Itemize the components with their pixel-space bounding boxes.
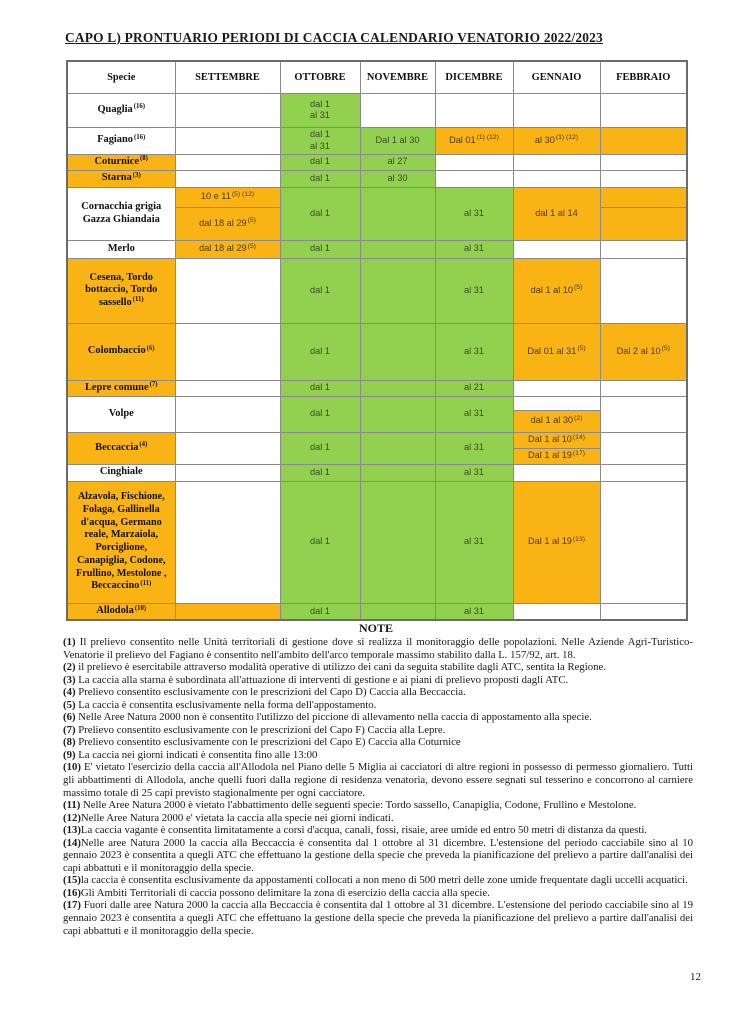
- period-cell: [360, 481, 435, 603]
- period-text: al 21: [464, 382, 484, 393]
- table-row-merlo: [67, 240, 687, 258]
- note-item-14: [63, 837, 693, 875]
- period-text: Dal 2 al 10: [616, 345, 661, 356]
- column-header-novembre: NOVEMBRE: [360, 61, 435, 93]
- species-name: Coturnice: [94, 155, 139, 167]
- species-name: Cinghiale: [99, 466, 143, 478]
- species-name: Volpe: [108, 407, 134, 419]
- table-row-acquatici: [67, 481, 687, 603]
- period-text: al 31: [464, 605, 484, 616]
- note-text: La caccia nei giorni indicati è consentita fino alle 13:00: [78, 748, 318, 761]
- period-cell: [435, 154, 513, 170]
- note-item-12: [63, 812, 693, 825]
- period-cell: [435, 481, 513, 603]
- period-cell: [280, 464, 360, 481]
- period-cell: [360, 93, 435, 127]
- period-cell: [513, 448, 600, 464]
- note-text: La caccia alla starna è subordinata all'attuazione di interventi di gestione e ai piani di prelievo proposti dagli ATC.: [78, 673, 569, 686]
- page-number: 12: [690, 971, 701, 983]
- species-note-ref: (8): [140, 155, 148, 163]
- period-text: dal 1: [310, 172, 330, 183]
- period-cell: [280, 481, 360, 603]
- note-text: la caccia è consentita esclusivamente da appostamenti collocati a non meno di 500 metri delle zone umide frequentate dagli uccelli acquatici.: [80, 874, 688, 887]
- period-cell: [280, 432, 360, 464]
- note-item-2: [63, 661, 693, 674]
- period-text: dal 1: [310, 345, 330, 356]
- note-item-3: [63, 674, 693, 687]
- period-text: dal 1: [310, 382, 330, 393]
- note-item-11: [63, 799, 693, 812]
- note-number: (15): [63, 874, 81, 887]
- note-text: Nelle Aree Natura 2000 è vietato l'abbattimento delle seguenti specie: Tordo sassello, Canapiglia, Codone, Frullino e Mestolone.: [83, 799, 637, 812]
- note-ref: (5) (12): [231, 190, 255, 198]
- period-cell: [600, 380, 687, 396]
- species-cell-cornacchia: [67, 187, 175, 240]
- period-cell: [513, 464, 600, 481]
- period-text: dal 1 al 14: [535, 207, 578, 218]
- species-name: Starna: [101, 172, 132, 184]
- notes-heading: NOTE: [358, 621, 393, 635]
- period-text: al 31: [310, 140, 330, 151]
- period-cell: [600, 127, 687, 154]
- species-cell-coturnice: [67, 154, 175, 170]
- note-item-16: [63, 887, 693, 900]
- species-cell-beccaccia: [67, 432, 175, 464]
- period-text: 10 e 11: [200, 191, 231, 202]
- note-text: E' vietato l'esercizio della caccia all'Allodola nel Piano delle 5 Miglia ai cacciatori di altre regioni in possesso di permesso giornaliero. Tutti gli abbattimenti di Allodola, anche quelli fuori dalla regione di residenza venatoria, devono essere segnati sul tesserino e concorrono al carniere massimo totale di 25 capi previsto stagionalmente per ogni cacciatore.: [63, 761, 693, 799]
- period-cell: [280, 93, 360, 127]
- note-text: Nelle aree Natura 2000 la caccia alla Beccaccia è consentita dal 1 ottobre al 31 dicembre. L'estensione del periodo cacciabile sino al 10 gennaio 2023 è consentita a quegli ATC che effettuano la gestione della specie che preveda la pianificazione del prelievo a partire dall'analisi dei capi abbattuti e il monitoraggio della specie.: [63, 836, 693, 874]
- period-cell: [513, 323, 600, 380]
- period-text: Dal 01 al 31: [527, 345, 577, 356]
- period-text: dal 1: [310, 207, 330, 218]
- period-cell: [435, 380, 513, 396]
- period-cell: [435, 396, 513, 432]
- period-cell: [600, 187, 687, 207]
- species-cell-lepre: [67, 380, 175, 396]
- table-header-row: [67, 61, 687, 93]
- notes-section: [63, 636, 693, 937]
- note-text: Nelle Aree Natura 2000 non è consentito l'utilizzo del piccione di allevamento nella caccia di appostamento alla specie.: [78, 711, 592, 724]
- note-number: (2): [63, 661, 79, 674]
- species-name: Merlo: [107, 242, 135, 254]
- period-text: al 31: [464, 207, 484, 218]
- period-text: dal 1: [310, 243, 330, 254]
- period-text: dal 1: [310, 408, 330, 419]
- period-text: al 31: [464, 536, 484, 547]
- note-number: (6): [63, 711, 79, 724]
- period-cell: [175, 603, 280, 620]
- period-text: dal 18 al 29: [199, 217, 247, 228]
- period-cell: [600, 481, 687, 603]
- period-cell: [513, 380, 600, 396]
- period-cell: [175, 154, 280, 170]
- period-cell: [513, 481, 600, 603]
- period-cell: [435, 240, 513, 258]
- table-row-allodola: [67, 603, 687, 620]
- column-header-febbraio: FEBBRAIO: [600, 61, 687, 93]
- period-cell: [175, 207, 280, 240]
- column-header-gennaio: GENNAIO: [513, 61, 600, 93]
- species-name: Cornacchia grigia Gazza Ghiandaia: [81, 201, 162, 225]
- table-row-beccaccia-1: [67, 432, 687, 448]
- note-ref: (14): [572, 433, 586, 441]
- species-cell-cinghiale: [67, 464, 175, 481]
- period-text: dal 1: [310, 156, 330, 167]
- period-text: al 31: [464, 408, 484, 419]
- period-cell: [513, 127, 600, 154]
- period-cell: [360, 464, 435, 481]
- period-cell: [360, 154, 435, 170]
- hunting-calendar-table: [66, 60, 688, 621]
- note-number: (13): [63, 824, 81, 837]
- period-cell: [435, 187, 513, 240]
- note-ref: (17): [572, 449, 586, 457]
- period-cell: [175, 240, 280, 258]
- column-header-specie: Specie: [67, 61, 175, 93]
- period-cell: [513, 170, 600, 187]
- table-row-coturnice: [67, 154, 687, 170]
- note-number: (16): [63, 886, 81, 899]
- note-text: Il prelievo consentito nelle Unità territoriali di gestione dove si realizza il monitoraggio delle popolazioni. Nelle Aziende Agri-Turistico-Venatorie il prelievo del Fagiano è consentito nell'ambito dell'arco temporale massimo stabilito dalla L. 157/92, art. 18.: [63, 636, 693, 661]
- period-cell: [600, 258, 687, 323]
- note-number: (5): [63, 698, 79, 711]
- period-cell: [513, 603, 600, 620]
- species-name: Lepre comune: [84, 381, 149, 393]
- species-name: Beccaccia: [95, 441, 139, 453]
- period-text: al 31: [310, 110, 330, 120]
- period-cell: [360, 323, 435, 380]
- period-cell: [600, 240, 687, 258]
- period-cell: [175, 170, 280, 187]
- period-text: dal 1: [310, 605, 330, 616]
- period-text: dal 1 al 30: [530, 415, 574, 426]
- period-text: dal 1: [310, 284, 330, 295]
- note-item-10: [63, 761, 693, 799]
- period-cell: [280, 603, 360, 620]
- species-note-ref: (6): [146, 344, 155, 352]
- species-cell-starna: [67, 170, 175, 187]
- species-cell-fagiano: [67, 127, 175, 154]
- period-cell: [435, 170, 513, 187]
- period-cell: [360, 240, 435, 258]
- column-header-settembre: SETTEMBRE: [175, 61, 280, 93]
- note-item-8: [63, 736, 693, 749]
- note-item-1: [63, 636, 693, 661]
- period-cell: [175, 323, 280, 380]
- period-cell: [175, 464, 280, 481]
- period-text: dal 1: [310, 442, 330, 453]
- period-cell: [513, 410, 600, 432]
- note-ref: (5): [247, 217, 256, 225]
- note-number: (1): [63, 636, 80, 648]
- period-cell: [360, 380, 435, 396]
- period-cell: [600, 603, 687, 620]
- species-note-ref: (11): [140, 579, 152, 587]
- period-cell: [175, 380, 280, 396]
- period-text: Dal 1 al 19: [527, 536, 572, 547]
- species-name: Cesena, Tordo bottaccio, Tordo sassello: [85, 271, 158, 308]
- note-number: (10): [63, 761, 85, 774]
- period-cell: [435, 258, 513, 323]
- period-cell: [360, 170, 435, 187]
- period-cell: [435, 127, 513, 154]
- period-cell: [435, 323, 513, 380]
- period-cell: [513, 154, 600, 170]
- note-number: (4): [63, 686, 79, 699]
- period-cell: [600, 323, 687, 380]
- period-cell: [175, 93, 280, 127]
- period-cell: [175, 258, 280, 323]
- note-text: Prelievo consentito esclusivamente con le prescrizioni del Capo F) Caccia alla Lepre.: [78, 723, 446, 736]
- period-cell: [513, 187, 600, 240]
- column-header-ottobre: OTTOBRE: [280, 61, 360, 93]
- period-cell: [175, 481, 280, 603]
- species-cell-quaglia: [67, 93, 175, 127]
- page-title: CAPO L) PRONTUARIO PERIODI DI CACCIA CALENDARIO VENATORIO 2022/2023: [65, 30, 603, 45]
- note-item-7: [63, 724, 693, 737]
- species-note-ref: (16): [133, 133, 146, 141]
- period-cell: [280, 154, 360, 170]
- table-row-quaglia: [67, 93, 687, 127]
- note-text: Prelievo consentito esclusivamente con le prescrizioni del Capo E) Caccia alla Coturnice: [78, 736, 461, 749]
- note-text: La caccia vagante è consentita limitatamente a corsi d'acqua, canali, fossi, risaie, aree umide ed entro 50 metri di distanza da questi.: [80, 824, 647, 837]
- table-row-cornacchia-1: [67, 187, 687, 207]
- period-text: Dal 01: [449, 134, 476, 145]
- period-cell: [435, 603, 513, 620]
- table-row-colombaccio: [67, 323, 687, 380]
- period-text: dal 1 al 10: [530, 284, 574, 295]
- column-header-dicembre: DICEMBRE: [435, 61, 513, 93]
- species-name: Fagiano: [97, 134, 133, 146]
- period-cell: [600, 93, 687, 127]
- note-item-15: [63, 874, 693, 887]
- species-name: Quaglia: [97, 103, 133, 115]
- period-cell: [513, 240, 600, 258]
- species-note-ref: (16): [133, 103, 146, 111]
- table-row-cesena: [67, 258, 687, 323]
- period-text: al 30: [534, 134, 555, 145]
- note-ref: (5): [574, 284, 583, 292]
- period-cell: [280, 396, 360, 432]
- note-ref: (13): [572, 535, 586, 543]
- note-number: (11): [63, 799, 84, 812]
- table-row-lepre: [67, 380, 687, 396]
- table-row-fagiano: [67, 127, 687, 154]
- species-note-ref: (10): [134, 604, 147, 612]
- period-cell: [435, 432, 513, 464]
- period-text: al 31: [464, 243, 484, 254]
- period-text: dal 1: [310, 466, 330, 477]
- period-cell: [513, 93, 600, 127]
- period-cell: [513, 432, 600, 448]
- note-ref: (5): [577, 345, 586, 353]
- note-number: (8): [63, 736, 79, 749]
- species-name: Alzavola, Fischione, Folaga, Gallinella d'acqua, Germano reale, Marzaiola, Porciglione, Canapiglia, Codone, Frullino, Mestolone , Beccaccino: [75, 491, 167, 592]
- note-number: (9): [63, 748, 79, 761]
- period-cell: [360, 603, 435, 620]
- note-item-13: [63, 824, 693, 837]
- period-text: Dal 1 al 10: [527, 434, 572, 445]
- period-cell: [513, 396, 600, 410]
- species-note-ref: (11): [132, 296, 144, 304]
- note-text: Nelle Aree Natura 2000 e' vietata la caccia alla specie nei giorni indicati.: [80, 811, 394, 824]
- period-cell: [280, 240, 360, 258]
- period-text: Dal 1 al 19: [527, 450, 572, 461]
- period-cell: [360, 432, 435, 464]
- period-cell: [280, 187, 360, 240]
- period-cell: [175, 127, 280, 154]
- period-cell: [175, 396, 280, 432]
- species-note-ref: (3): [132, 171, 141, 179]
- species-note-ref: (7): [149, 381, 158, 389]
- period-text: dal 1: [310, 98, 330, 109]
- period-text: al 31: [464, 466, 484, 477]
- note-number: (12): [63, 811, 81, 824]
- period-text: al 31: [464, 442, 484, 453]
- period-text: dal 18 al 29: [199, 243, 247, 254]
- note-item-4: [63, 686, 693, 699]
- period-text: al 30: [387, 172, 408, 183]
- note-ref: (1) (12): [476, 134, 499, 142]
- period-cell: [280, 380, 360, 396]
- species-cell-volpe: [67, 396, 175, 432]
- period-cell: [435, 93, 513, 127]
- note-ref: (5): [661, 345, 670, 353]
- species-note-ref: (4): [139, 441, 148, 449]
- species-cell-colombaccio: [67, 323, 175, 380]
- note-number: (17): [63, 899, 84, 912]
- period-text: Dal 1 al 30: [375, 134, 420, 145]
- note-item-5: [63, 699, 693, 712]
- species-cell-cesena: [67, 258, 175, 323]
- period-cell: [280, 170, 360, 187]
- note-text: il prelievo è esercitabile attraverso modalità operative di utilizzo dei cani da seguita stabilite dagli ATC, sentita la Regione.: [78, 661, 607, 674]
- period-cell: [175, 432, 280, 464]
- note-item-9: [63, 749, 693, 762]
- species-cell-acquatici: [67, 481, 175, 603]
- note-text: Fuori dalle aree Natura 2000 la caccia alla Beccaccia è consentita dal 1 ottobre al 31 dicembre. L'estensione del periodo cacciabile sino al 19 gennaio 2023 è consentita a quegli ATC che effettuano la gestione della specie che preveda la pianificazione del prelievo a partire dall'analisi dei capi abbattuti e il monitoraggio della specie.: [63, 899, 693, 937]
- table-row-starna: [67, 170, 687, 187]
- period-cell: [175, 187, 280, 207]
- table-row-volpe-1: [67, 396, 687, 410]
- note-text: La caccia è consentita esclusivamente nella forma dell'appostamento.: [78, 698, 377, 711]
- species-cell-allodola: [67, 603, 175, 620]
- species-name: Allodola: [96, 605, 134, 616]
- period-cell: [360, 187, 435, 240]
- period-text: al 31: [464, 345, 484, 356]
- period-cell: [600, 396, 687, 432]
- note-text: Prelievo consentito esclusivamente con le prescrizioni del Capo D) Caccia alla Beccaccia.: [78, 686, 466, 699]
- species-cell-merlo: [67, 240, 175, 258]
- period-text: al 27: [387, 156, 408, 167]
- note-number: (14): [63, 836, 81, 849]
- period-cell: [600, 207, 687, 240]
- period-cell: [280, 323, 360, 380]
- period-cell: [280, 127, 360, 154]
- note-number: (7): [63, 723, 79, 736]
- note-ref: (1) (12): [555, 134, 579, 142]
- note-text: Gli Ambiti Territoriali di caccia possono delimitare la zona di esercizio della caccia alla specie.: [80, 886, 490, 899]
- period-text: dal 1: [310, 129, 330, 139]
- period-text: al 31: [464, 284, 484, 295]
- note-number: (3): [63, 673, 79, 686]
- note-ref: (2): [574, 414, 583, 422]
- table-row-cinghiale: [67, 464, 687, 481]
- period-cell: [280, 258, 360, 323]
- period-cell: [600, 154, 687, 170]
- note-ref: (5): [247, 242, 256, 250]
- period-cell: [600, 170, 687, 187]
- period-cell: [360, 258, 435, 323]
- period-cell: [600, 432, 687, 464]
- note-item-6: [63, 711, 693, 724]
- note-item-17: [63, 899, 693, 937]
- period-text: dal 1: [310, 536, 330, 547]
- period-cell: [513, 258, 600, 323]
- period-cell: [435, 464, 513, 481]
- species-name: Colombaccio: [87, 345, 146, 357]
- period-cell: [360, 396, 435, 432]
- period-cell: [600, 464, 687, 481]
- period-cell: [360, 127, 435, 154]
